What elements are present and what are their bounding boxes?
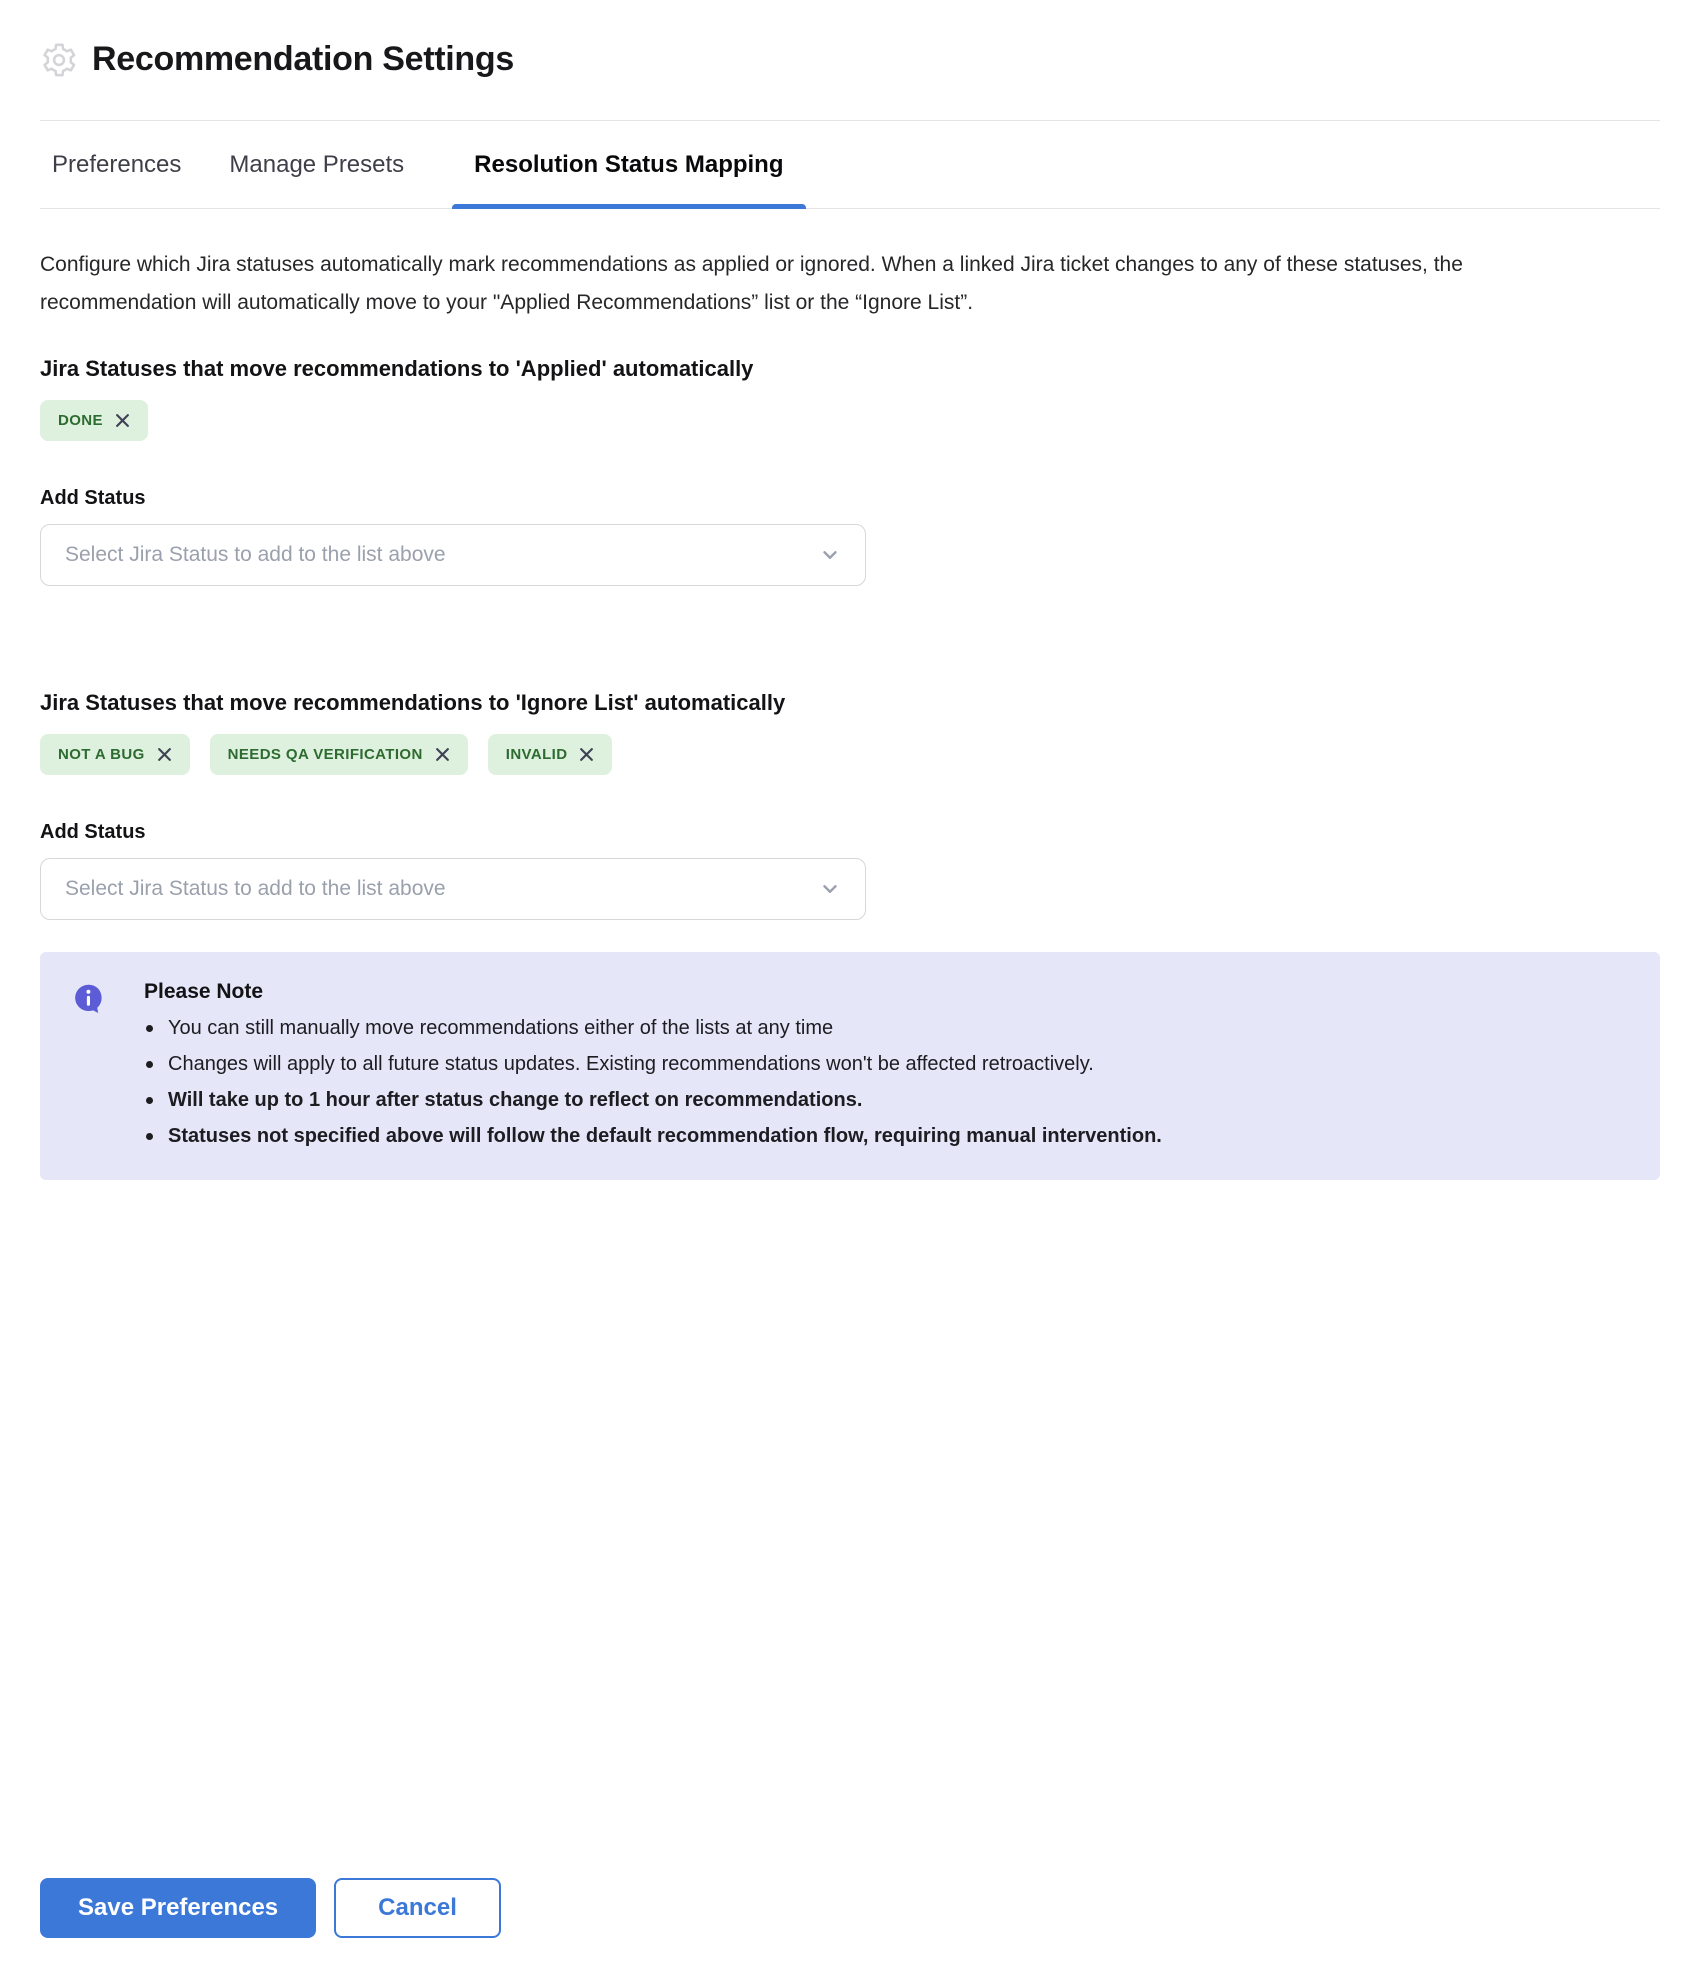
remove-chip-icon[interactable] — [579, 747, 594, 762]
note-bullet-list — [132, 1010, 1162, 1154]
note-bullet: Will take up to 1 hour after status change to reflect on recommendations. — [132, 1082, 1162, 1118]
note-bullet: Statuses not specified above will follow the default recommendation flow, requiring manual intervention. — [132, 1118, 1162, 1154]
page-header — [40, 40, 1660, 79]
select-placeholder-text: Select Jira Status to add to the list above — [65, 543, 446, 566]
status-chip-invalid — [488, 734, 613, 775]
chip-label: DONE — [58, 412, 103, 429]
remove-chip-icon[interactable] — [157, 747, 172, 762]
page-title: Recommendation Settings — [92, 40, 514, 78]
remove-chip-icon[interactable] — [115, 413, 130, 428]
ignore-section-heading: Jira Statuses that move recommendations to 'Ignore List' automatically — [40, 690, 786, 715]
chip-label: NEEDS QA VERIFICATION — [227, 746, 423, 763]
applied-chip-row — [40, 400, 1660, 441]
chip-label: INVALID — [505, 746, 568, 763]
tab-resolution-status-mapping[interactable]: Resolution Status Mapping — [452, 121, 805, 208]
ignore-chip-row — [40, 734, 1660, 775]
tab-bar — [40, 121, 1660, 209]
info-bubble-icon — [72, 982, 106, 1016]
note-bullet: Changes will apply to all future status updates. Existing recommendations won't be affected retroactively. — [132, 1046, 1162, 1082]
note-title: Please Note — [144, 980, 264, 1003]
ignore-add-status-label: Add Status — [40, 821, 146, 843]
applied-status-select[interactable] — [40, 524, 866, 586]
gear-icon — [40, 41, 78, 79]
status-chip-needs-qa-verification — [210, 734, 468, 775]
please-note-callout — [40, 952, 1660, 1180]
status-chip-done — [40, 400, 148, 441]
save-preferences-button[interactable]: Save Preferences — [40, 1878, 316, 1938]
tab-preferences[interactable]: Preferences — [52, 150, 182, 178]
applied-add-status-label: Add Status — [40, 487, 146, 509]
page-description: Configure which Jira statuses automatically mark recommendations as applied or ignored. When a linked Jira ticket changes to any of these statuses, the recommendation will automatically move to your "Applied Recommendations” list or the “Ignore List”. — [40, 253, 1463, 314]
chevron-down-icon — [819, 878, 841, 900]
remove-chip-icon[interactable] — [435, 747, 450, 762]
tab-manage-presets[interactable]: Manage Presets — [229, 150, 405, 178]
ignore-status-select[interactable] — [40, 858, 866, 920]
empty-space — [40, 1180, 1660, 1878]
cancel-button[interactable]: Cancel — [334, 1878, 501, 1938]
applied-section-heading: Jira Statuses that move recommendations to 'Applied' automatically — [40, 356, 754, 381]
chevron-down-icon — [819, 544, 841, 566]
chip-label: NOT A BUG — [58, 746, 145, 763]
status-chip-not-a-bug — [40, 734, 190, 775]
footer-actions — [40, 1878, 1660, 1938]
note-bullet: You can still manually move recommendations either of the lists at any time — [132, 1010, 1162, 1046]
select-placeholder-text: Select Jira Status to add to the list above — [65, 877, 446, 900]
note-content — [132, 980, 1162, 1154]
